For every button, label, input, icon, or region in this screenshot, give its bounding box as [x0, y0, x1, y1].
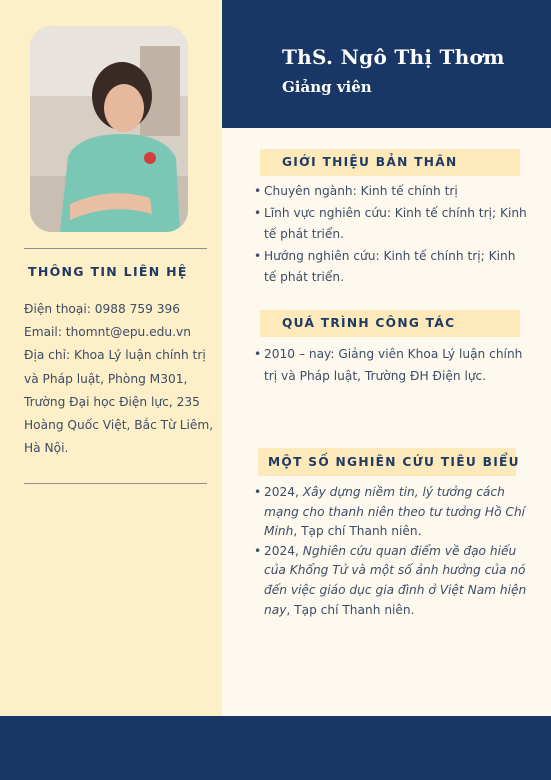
list-item — [254, 542, 532, 620]
research-venue: , Tạp chí Thanh niên. — [286, 602, 415, 617]
divider — [24, 483, 207, 484]
contact-line: và Pháp luật, Phòng M301, — [24, 371, 188, 386]
contact-details — [24, 298, 219, 460]
person-role: Giảng viên — [282, 78, 372, 96]
list-item: • Lĩnh vực nghiên cứu: Kinh tế chính trị; Kinh tế phát triển. — [254, 203, 529, 246]
header — [222, 0, 551, 128]
research-title: Xây dựng niềm tin, lý tưởng cách mạng cho thanh niên theo tư tưởng Hồ Chí Minh — [264, 485, 526, 539]
contact-line: Trường Đại học Điện lực, 235 — [24, 394, 200, 409]
intro-list — [254, 181, 529, 289]
list-item: • Hướng nghiên cứu: Kinh tế chính trị; Kinh tế phát triển. — [254, 246, 529, 289]
list-item: • 2010 – nay: Giảng viên Khoa Lý luận chính trị và Pháp luật, Trường ĐH Điện lực. — [254, 344, 529, 387]
research-list — [254, 483, 532, 620]
research-heading: MỘT SỐ NGHIÊN CỨU TIÊU BIỂU — [258, 448, 516, 476]
list-item: • Chuyên ngành: Kinh tế chính trị — [254, 181, 529, 203]
contact-line: Địa chỉ: Khoa Lý luận chính trị — [24, 348, 206, 363]
research-year: 2024, — [264, 485, 303, 499]
research-venue: , Tạp chí Thanh niên. — [293, 524, 422, 539]
research-year: 2024, — [264, 543, 303, 558]
research-title: Nghiên cứu quan điểm về đạo hiếu của Khổng Tử và một số ảnh hưởng của nó đến việc giáo dục gia đình ở Việt Nam hiện nay — [264, 543, 527, 617]
divider — [24, 248, 207, 249]
career-list — [254, 344, 529, 387]
sidebar — [0, 0, 222, 716]
contact-heading: THÔNG TIN LIÊN HỆ — [28, 264, 188, 279]
contact-line: Điện thoại: 0988 759 396 — [24, 302, 181, 316]
career-heading: QUÁ TRÌNH CÔNG TÁC — [260, 310, 520, 337]
footer-band — [0, 716, 551, 780]
person-name: ThS. Ngô Thị Thơm — [282, 45, 505, 69]
contact-line: Hoàng Quốc Việt, Bắc Từ Liêm, — [24, 418, 214, 433]
contact-line: Hà Nội. — [24, 441, 69, 456]
profile-photo — [30, 26, 188, 232]
intro-heading: GIỚI THIỆU BẢN THÂN — [260, 149, 520, 176]
list-item — [254, 483, 532, 542]
contact-line: Email: thomnt@epu.edu.vn — [24, 325, 191, 340]
